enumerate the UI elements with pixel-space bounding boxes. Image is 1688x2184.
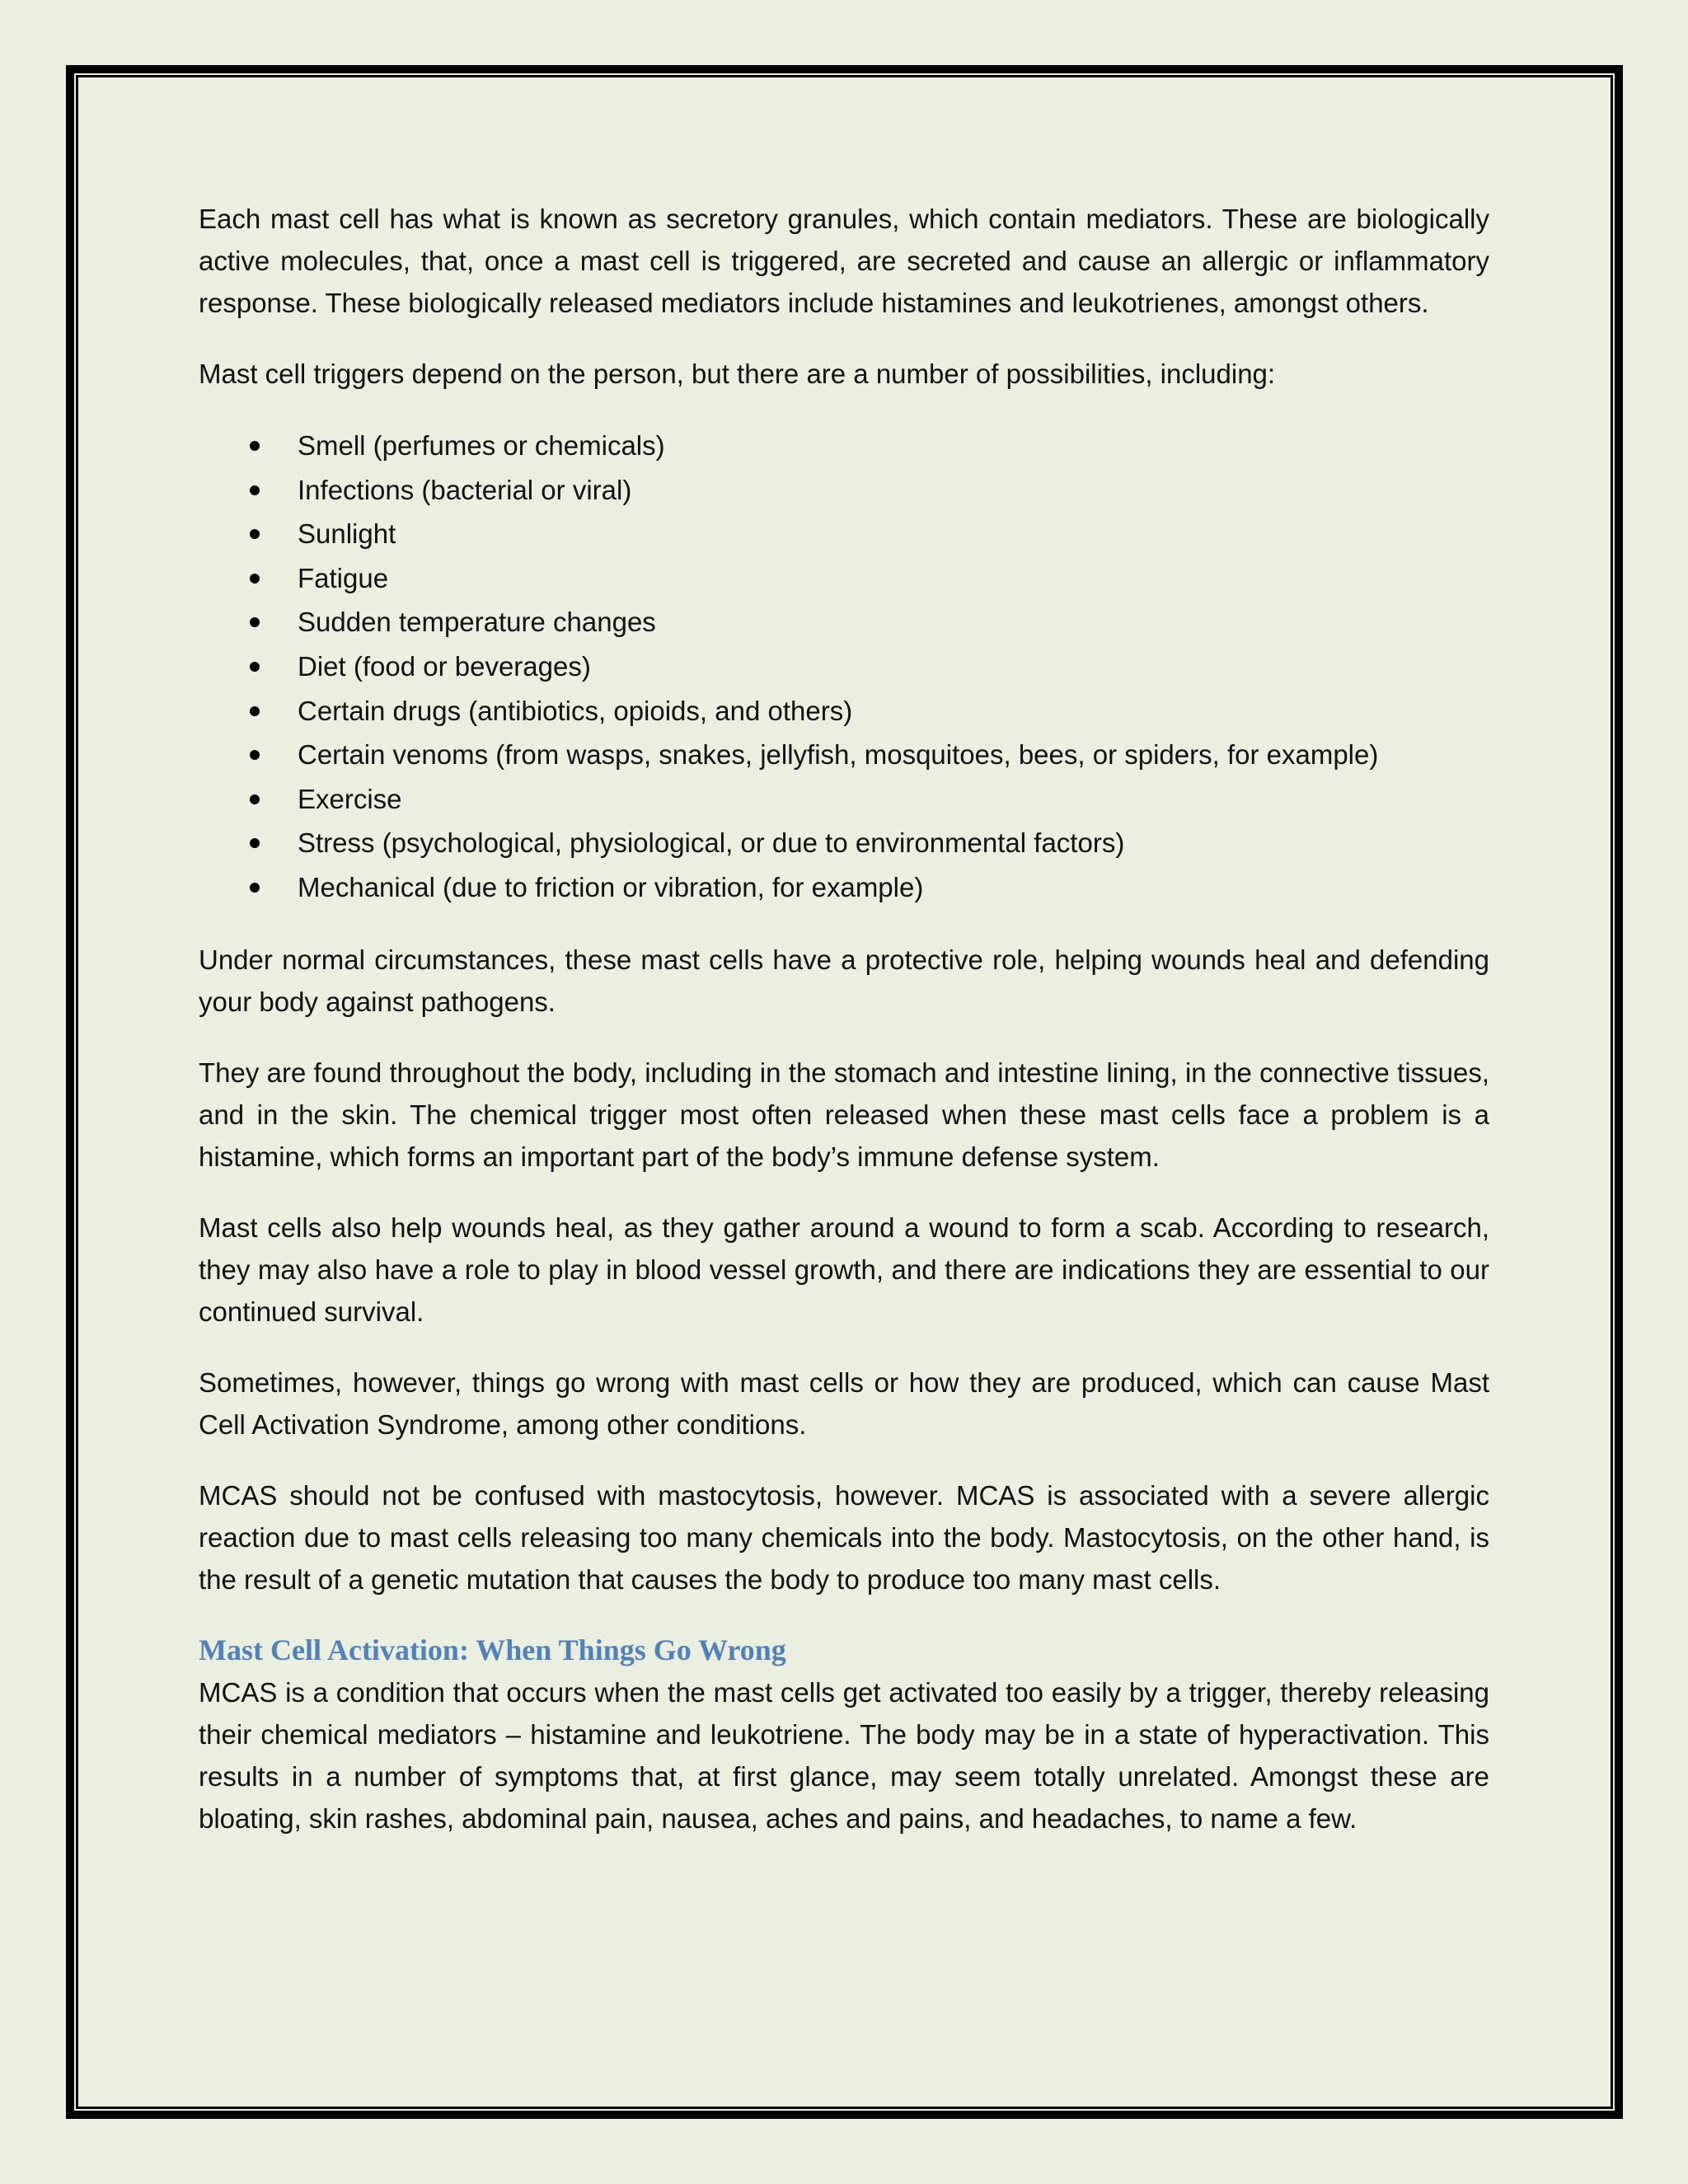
list-item bbox=[199, 777, 1489, 822]
list-item bbox=[199, 556, 1489, 601]
list-item-text: Diet (food or beverages) bbox=[298, 650, 591, 682]
section-heading: Mast Cell Activation: When Things Go Wrong bbox=[199, 1633, 786, 1666]
list-item bbox=[199, 644, 1489, 689]
bullet-icon bbox=[250, 794, 260, 804]
list-item-text: Sunlight bbox=[298, 518, 396, 550]
list-item-text: Exercise bbox=[298, 783, 402, 814]
bullet-icon bbox=[250, 706, 260, 716]
bullet-icon bbox=[250, 529, 260, 539]
triggers-list bbox=[199, 424, 1489, 910]
list-item-text: Stress (psychological, physiological, or due to environmental factors) bbox=[298, 827, 1125, 859]
paragraph-mcas-condition: MCAS is a condition that occurs when the mast cells get activated too easily by a trigger, thereby releasing their chemical mediators – histamine and leukotriene. The body may be in a state of hyperactivation. This results in a number of symptoms that, at first glance, may seem totally unrelated. Amongst these are bloating, skin rashes, abdominal pain, nausea, aches and pains, and headaches, to name a few. bbox=[199, 1676, 1489, 1834]
bullet-icon bbox=[250, 750, 260, 760]
list-item-text: Certain venoms (from wasps, snakes, jellyfish, mosquitoes, bees, or spiders, for example) bbox=[298, 739, 1379, 771]
list-item bbox=[199, 689, 1489, 733]
bullet-icon bbox=[250, 838, 260, 848]
bullet-icon bbox=[250, 441, 260, 451]
bullet-icon bbox=[250, 617, 260, 627]
list-item bbox=[199, 600, 1489, 644]
list-item bbox=[199, 512, 1489, 556]
list-item-text: Certain drugs (antibiotics, opioids, and others) bbox=[298, 695, 853, 726]
bullet-icon bbox=[250, 485, 260, 495]
list-item-text: Sudden temperature changes bbox=[298, 607, 656, 638]
paragraph-protective-role: Under normal circumstances, these mast cells have a protective role, helping wounds heal and defending your body against pathogens. bbox=[199, 944, 1489, 1017]
paragraph-mastocytosis: MCAS should not be confused with mastocytosis, however. MCAS is associated with a severe allergic reaction due to mast cells releasing too many chemicals into the body. Mastocytosis, on the other hand, is the result of a genetic mutation that causes the body to produce too many mast cells. bbox=[199, 1479, 1489, 1595]
list-item bbox=[199, 468, 1489, 513]
bullet-icon bbox=[250, 883, 260, 893]
list-item bbox=[199, 821, 1489, 865]
paragraph-wound-healing: Mast cells also help wounds heal, as they gather around a wound to form a scab. According to research, they may also have a role to play in blood vessel growth, and there are indications they are essential to our continued survival. bbox=[199, 1212, 1489, 1327]
list-item-text: Fatigue bbox=[298, 562, 389, 593]
paragraph-secretory-granules: Each mast cell has what is known as secretory granules, which contain mediators. These are biologically active molecules, that, once a mast cell is triggered, are secreted and cause an allergic or inflammatory response. These biologically released mediators include histamines and leukotrienes, amongst others. bbox=[199, 204, 1489, 318]
list-item bbox=[199, 424, 1489, 468]
paragraph-triggers-intro: Mast cell triggers depend on the person, but there are a number of possibilities, including: bbox=[199, 359, 1276, 389]
paragraph-found-throughout: They are found throughout the body, including in the stomach and intestine lining, in the connective tissues, and in the skin. The chemical trigger most often released when these mast cells face a problem is a histamine, which forms an important part of the body’s immune defense system. bbox=[199, 1057, 1489, 1172]
bullet-icon bbox=[250, 574, 260, 583]
list-item bbox=[199, 733, 1489, 777]
list-item-text: Mechanical (due to friction or vibration, for example) bbox=[298, 871, 924, 902]
bullet-icon bbox=[250, 662, 260, 672]
list-item bbox=[199, 865, 1489, 910]
list-item-text: Smell (perfumes or chemicals) bbox=[298, 430, 665, 461]
document-body bbox=[199, 198, 1489, 1868]
paragraph-things-go-wrong: Sometimes, however, things go wrong with mast cells or how they are produced, which can cause Mast Cell Activation Syndrome, among other conditions. bbox=[199, 1366, 1489, 1440]
list-item-text: Infections (bacterial or viral) bbox=[298, 474, 632, 505]
